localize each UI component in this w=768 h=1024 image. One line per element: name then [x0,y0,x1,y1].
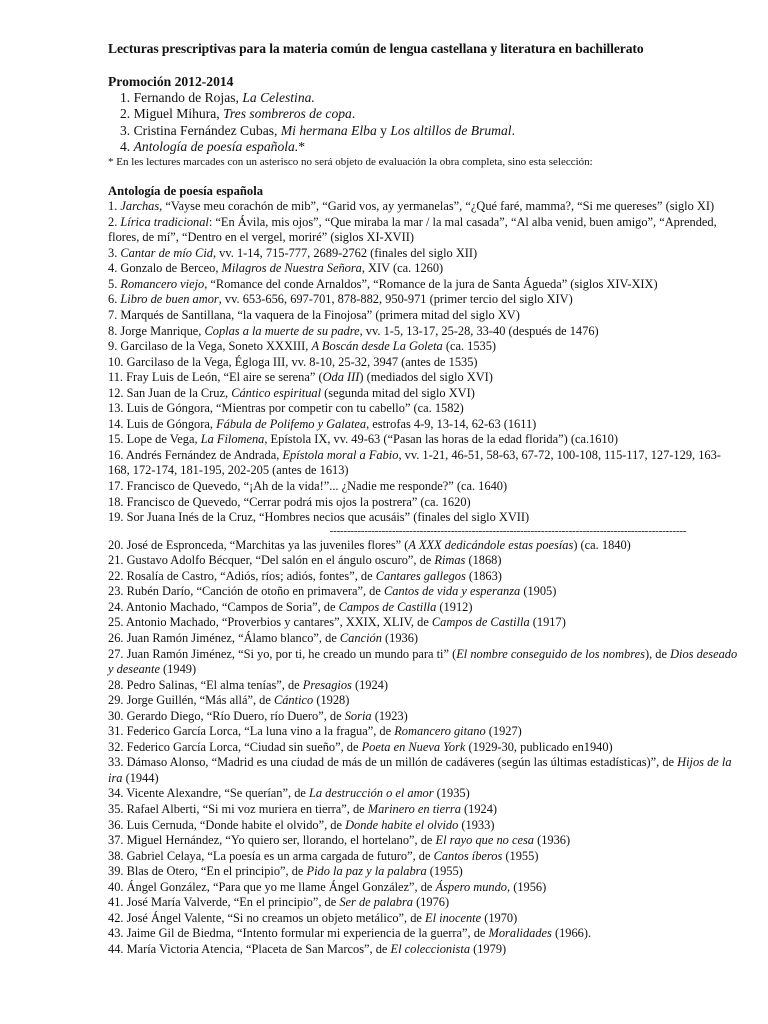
entry-text: (1955) [502,848,539,863]
work-title: Pido la paz y la palabra [306,864,427,879]
entry-text: (1928) [313,693,350,708]
entry-text: 29. Jorge Guillén, “Más allá”, de [108,693,274,708]
entry-text: (1924) [460,801,498,816]
entry-text: , vv. 1-21, 46-51, 58-63, 67-72, 100-108, 115-117, 127-129, 163-168, 172-174, 181-195, 202-205 (antes de 1613) [108,447,721,478]
anthology-entry [108,740,738,756]
work-title: Soria [344,708,372,723]
work-title: A XXX dedicándole estas poesías [408,537,574,552]
entry-text: (1924) [351,677,389,692]
anthology-entry [108,895,738,911]
work-title: Oda III [322,370,360,385]
anthology-entry [108,553,738,569]
work-title: Moralidades [488,926,552,941]
anthology-entry [108,495,738,511]
anthology-list-part1 [108,199,738,525]
anthology-entry [108,833,738,849]
entry-text: 42. José Ángel Valente, “Si no creamos un objeto metálico”, de [108,910,426,925]
entry-text: 35. Rafael Alberti, “Si mi voz muriera en tierra”, de [108,801,368,816]
anthology-entry [108,261,738,277]
entry-text: 3. Cristina Fernández Cubas, [120,122,281,138]
entry-text: 2. Miguel Mihura, [120,106,224,122]
entry-text: 20. José de Espronceda, “Marchitas ya las juveniles flores” ( [108,537,409,552]
work-title: Romancero gitano [394,724,486,739]
entry-text: 5. [108,276,121,291]
anthology-entry [108,802,738,818]
anthology-entry [108,926,738,942]
entry-text: (1944) [122,770,159,785]
entry-text: 12. San Juan de la Cruz, [108,385,232,400]
entry-text: (1979) [470,941,507,956]
work-title: El coleccionista [390,941,471,956]
promotion-item [108,139,738,155]
anthology-entry [108,755,738,786]
work-title: Campos de Castilla [431,615,530,630]
entry-text: . [511,122,515,138]
anthology-entry [108,324,738,340]
anthology-entry [108,538,738,554]
work-title: La Celestina. [242,90,315,105]
entry-text: (1927) [485,724,522,739]
work-title: Dios deseado y deseante [108,646,738,677]
entry-text: 15. Lope de Vega, [108,432,201,447]
work-title: Milagros de Nuestra Señora [221,261,362,276]
entry-text: 23. Rubén Darío, “Canción de otoño en primavera”, de [108,584,384,599]
work-title: Poeta en Nueva York [361,739,466,754]
anthology-entry [108,678,738,694]
work-title: Libro de buen amor [120,292,219,307]
anthology-entry [108,417,738,433]
entry-text: 8. Jorge Manrique, [108,323,205,338]
work-title: Donde habite el olvido [345,817,459,832]
entry-text: 30. Gerardo Diego, “Río Duero, río Duero”, de [108,708,345,723]
work-title: Rimas [434,553,466,568]
entry-text: (1936) [381,630,419,645]
work-title: Canción [339,630,382,645]
anthology-entry [108,292,738,308]
work-title: Fábula de Polifemo y Galatea [216,416,367,431]
work-title: Cantares gallegos [375,568,466,583]
anthology-entry [108,355,738,371]
entry-text: 11. Fray Luis de León, “El aire se serena” ( [108,370,323,385]
entry-text: 1. [108,199,121,214]
anthology-entry [108,693,738,709]
work-title: Cantos íberos [433,848,503,863]
work-title: Cantar de mío Cid [120,245,213,260]
promotion-note: * En les lectures marcades con un asterisco no será objeto de evaluación la obra completa, sino esta selección: [108,156,593,169]
work-title: Lírica tradicional [120,214,209,229]
entry-text: 6. [108,292,121,307]
anthology-entry [108,479,738,495]
anthology-entry [108,786,738,802]
entry-text: 37. Miguel Hernández, “Yo quiero ser, llorando, el hortelano”, de [108,833,436,848]
work-title: Hijos de la ira [108,755,732,785]
work-title: Antología de poesía española. [133,138,299,154]
anthology-entry [108,584,738,600]
anthology-entry [108,510,738,526]
anthology-entry [108,864,738,880]
document-title: Lecturas prescriptivas para la materia común de lengua castellana y literatura en bachillerato [108,41,644,56]
anthology-entry [108,818,738,834]
anthology-entry [108,600,738,616]
entry-text: , vv. 653-656, 697-701, 878-882, 950-971 (primer tercio del siglo XIV) [218,292,573,307]
entry-text: 1. Fernando de Rojas, [120,90,243,105]
anthology-entry [108,339,738,355]
entry-text: 38. Gabriel Celaya, “La poesía es un arma cargada de futuro”, de [108,848,434,863]
entry-text: ) (mediados del siglo XVI) [359,370,493,385]
entry-text: 3. [108,245,121,260]
work-title: La Filomena [200,432,265,447]
entry-text: (1933) [458,817,495,832]
entry-text: : “En Ávila, mis ojos”, “Que miraba la mar / la mal casada”, “Al alba venid, buen amigo”, “Aprended, flores, de mí”, “Dentro en el vergel, moriré” (siglos XI-XVII) [108,214,717,245]
anthology-entry [108,880,738,896]
entry-text: (1936) [533,833,571,848]
entry-text: 34. Vicente Alexandre, “Se querían”, de [108,786,309,801]
entry-text: 28. Pedro Salinas, “El alma tenías”, de [108,677,303,692]
entry-text: 39. Blas de Otero, “En el principio”, de [108,864,307,879]
work-title: A Boscán desde La Goleta [311,339,443,354]
anthology-entry [108,199,738,215]
entry-text: (1868) [465,553,502,568]
entry-text: 4. Gonzalo de Berceo, [108,261,222,276]
work-title: Cantos de vida y esperanza [383,584,521,599]
entry-text: (1935) [433,786,470,801]
work-title: El nombre conseguido de los nombres [456,646,645,661]
entry-text: 31. Federico García Lorca, “La luna vino a la fragua”, de [108,724,395,739]
entry-text: (1863) [465,568,502,583]
work-title: El inocente [425,910,482,925]
entry-text: (segunda mitad del siglo XVI) [321,385,475,400]
entry-text: . [351,106,356,122]
anthology-entry [108,401,738,417]
work-title: Campos de Castilla [338,599,437,614]
anthology-entry [108,724,738,740]
anthology-entry [108,370,738,386]
entry-text: , XIV (ca. 1260) [361,261,444,276]
entry-text: y [376,122,391,138]
entry-text: (ca. 1535) [442,339,497,354]
entry-text: 10. Garcilaso de la Vega, Égloga III, vv. 8-10, 25-32, 3947 (antes de 1535) [108,354,478,369]
anthology-entry [108,277,738,293]
entry-text: 22. Rosalía de Castro, “Adiós, ríos; adiós, fontes”, de [108,568,376,583]
entry-text: 7. Marqués de Santillana, “la vaquera de la Finojosa” (primera mitad del siglo XV) [108,308,520,323]
work-title: Áspero mundo [435,879,508,894]
entry-text: (1976) [413,895,450,910]
promotion-heading: Promoción 2012-2014 [108,74,234,89]
entry-text: 17. Francisco de Quevedo, “¡Ah de la vida!”... ¿Nadie me responde?” (ca. 1640) [108,479,508,494]
anthology-entry [108,631,738,647]
anthology-heading: Antología de poesía española [108,184,263,199]
entry-text: 26. Juan Ramón Jiménez, “Álamo blanco”, de [108,630,340,645]
entry-text: 41. José María Valverde, “En el principio”, de [108,895,340,910]
promotion-item [108,90,738,106]
work-title: Jarchas [120,199,160,214]
work-title: La destrucción o el amor [308,786,434,801]
section-separator: ------------------------------------------------------------------------------------------------------- [329,526,687,536]
entry-text: , “Romance del conde Arnaldos”, “Romance de la jura de Santa Águeda” (siglos XIV-XIX) [204,276,658,291]
anthology-entry [108,709,738,725]
work-title: Cántico [273,693,314,708]
anthology-entry [108,911,738,927]
entry-text: (1955) [426,864,463,879]
work-title: Los altillos de Brumal [390,122,512,138]
entry-text: 19. Sor Juana Inés de la Cruz, “Hombres necios que acusáis” (finales del siglo XVII) [108,510,530,525]
entry-text: ) (ca. 1840) [573,537,631,552]
entry-text: 36. Luis Cernuda, “Donde habite el olvido”, de [108,817,346,832]
work-title: Ser de palabra [339,895,413,910]
anthology-entry [108,615,738,631]
work-title: Romancero viejo [120,276,205,291]
promotion-item [108,123,738,139]
entry-text: (1966). [551,926,592,941]
anthology-entry [108,647,738,678]
promotion-item [108,106,738,122]
promotion-list [108,90,738,155]
entry-text: * [298,138,306,154]
work-title: Tres sombreros de copa [223,106,352,122]
work-title: Mi hermana Elba [280,122,377,138]
entry-text: 27. Juan Ramón Jiménez, “Si yo, por ti, he creado un mundo para ti” ( [108,646,457,661]
entry-text: 18. Francisco de Quevedo, “Cerrar podrá mis ojos la postrera” (ca. 1620) [108,494,471,509]
anthology-list-part2 [108,538,738,958]
entry-text: 43. Jaime Gil de Biedma, “Intento formular mi experiencia de la guerra”, de [108,926,489,941]
entry-text: 16. Andrés Fernández de Andrada, [108,447,283,462]
anthology-entry [108,849,738,865]
entry-text: 33. Dámaso Alonso, “Madrid es una ciudad de más de un millón de cadáveres (según las últimas estadísticas)”, de [108,755,678,770]
entry-text: , vv. 1-5, 13-17, 25-28, 33-40 (después de 1476) [359,323,599,338]
entry-text: 13. Luis de Góngora, “Mientras por competir con tu cabello” (ca. 1582) [108,401,464,416]
anthology-entry [108,942,738,958]
entry-text: ), de [644,646,671,661]
anthology-entry [108,386,738,402]
entry-text: 44. María Victoria Atencia, “Placeta de San Marcos”, de [108,941,391,956]
entry-text: (1929-30, publicado en1940) [465,739,613,754]
entry-text: 9. Garcilaso de la Vega, Soneto XXXIII, [108,339,312,354]
anthology-entry [108,246,738,262]
entry-text: , “Vayse meu corachón de mib”, “Garid vos, ay yermanelas”, “¿Qué faré, mamma?, “Si me quereses” (siglo XI) [159,199,715,214]
work-title: El rayo que no cesa [435,833,534,848]
anthology-entry [108,448,738,479]
entry-text: 14. Luis de Góngora, [108,416,217,431]
work-title: Presagios [302,677,352,692]
entry-text: (1905) [520,584,557,599]
anthology-entry [108,215,738,246]
entry-text: 2. [108,214,121,229]
anthology-entry [108,569,738,585]
entry-text: 25. Antonio Machado, “Proverbios y cantares”, XXIX, XLIV, de [108,615,432,630]
work-title: Epístola moral a Fabio [282,447,399,462]
work-title: Marinero en tierra [367,801,461,816]
entry-text: 24. Antonio Machado, “Campos de Soria”, de [108,599,339,614]
entry-text: , estrofas 4-9, 13-14, 62-63 (1611) [366,416,537,431]
entry-text: , vv. 1-14, 715-777, 2689-2762 (finales del siglo XII) [212,245,478,260]
anthology-entry [108,432,738,448]
entry-text: , (1956) [507,879,547,894]
work-title: Coplas a la muerte de su padre [204,323,360,338]
entry-text: (1949) [159,662,197,677]
entry-text: 32. Federico García Lorca, “Ciudad sin sueño”, de [108,739,362,754]
work-title: Cántico espiritual [231,385,322,400]
entry-text: (1923) [371,708,408,723]
entry-text: , Epístola IX, vv. 49-63 (“Pasan las horas de la edad florida”) (ca.1610) [264,432,618,447]
entry-text: 4. [120,138,134,154]
entry-text: 21. Gustavo Adolfo Bécquer, “Del salón en el ángulo oscuro”, de [108,553,435,568]
entry-text: (1917) [529,615,566,630]
anthology-entry [108,308,738,324]
entry-text: (1970) [481,910,518,925]
entry-text: (1912) [436,599,473,614]
entry-text: 40. Ángel González, “Para que yo me llame Ángel González”, de [108,879,436,894]
